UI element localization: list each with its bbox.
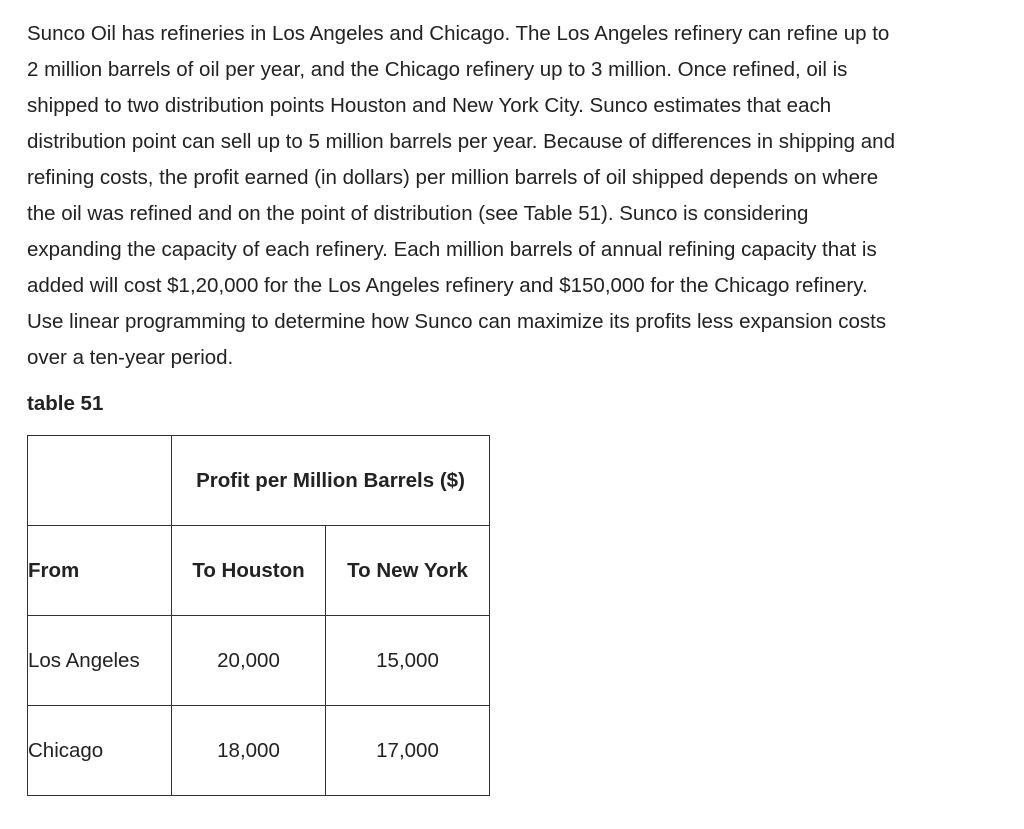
cell-la-houston: 20,000 — [172, 616, 326, 706]
cell-chicago-new-york: 17,000 — [326, 706, 490, 796]
cell-chicago-houston: 18,000 — [172, 706, 326, 796]
problem-content — [27, 16, 1002, 762]
table-row — [28, 616, 490, 706]
table-row — [28, 706, 490, 796]
row-origin-chicago: Chicago — [28, 706, 172, 796]
cell-la-new-york: 15,000 — [326, 616, 490, 706]
table-header-row-1 — [28, 436, 490, 526]
problem-statement: Sunco Oil has refineries in Los Angeles and Chicago. The Los Angeles refinery can refine up to 2 million barrels of oil per year, and the Chicago refinery up to 3 million. Once refined, oil is shipped to two distribution points Houston and New York City. Sunco estimates that each distribution point can sell up to 5 million barrels per year. Because of differences in shipping and refining costs, the profit earned (in dollars) per million barrels of oil shipped depends on where the oil was refined and on the point of distribution (see Table 51). Sunco is considering expanding the capacity of each refinery. Each million barrels of annual refining capacity that is added will cost $1,20,000 for the Los Angeles refinery and $150,000 for the Chicago refinery. Use linear programming to determine how Sunco can maximize its profits less expansion costs over a ten-year period. — [27, 22, 895, 369]
profit-group-header: Profit per Million Barrels ($) — [172, 436, 490, 526]
to-new-york-header: To New York — [326, 526, 490, 616]
empty-header-cell — [28, 436, 172, 526]
table-header-row-2 — [28, 526, 490, 616]
table-caption: table 51 — [27, 392, 104, 415]
row-origin-los-angeles: Los Angeles — [28, 616, 172, 706]
from-header: From — [28, 526, 172, 616]
profit-table — [27, 435, 490, 796]
to-houston-header: To Houston — [172, 526, 326, 616]
